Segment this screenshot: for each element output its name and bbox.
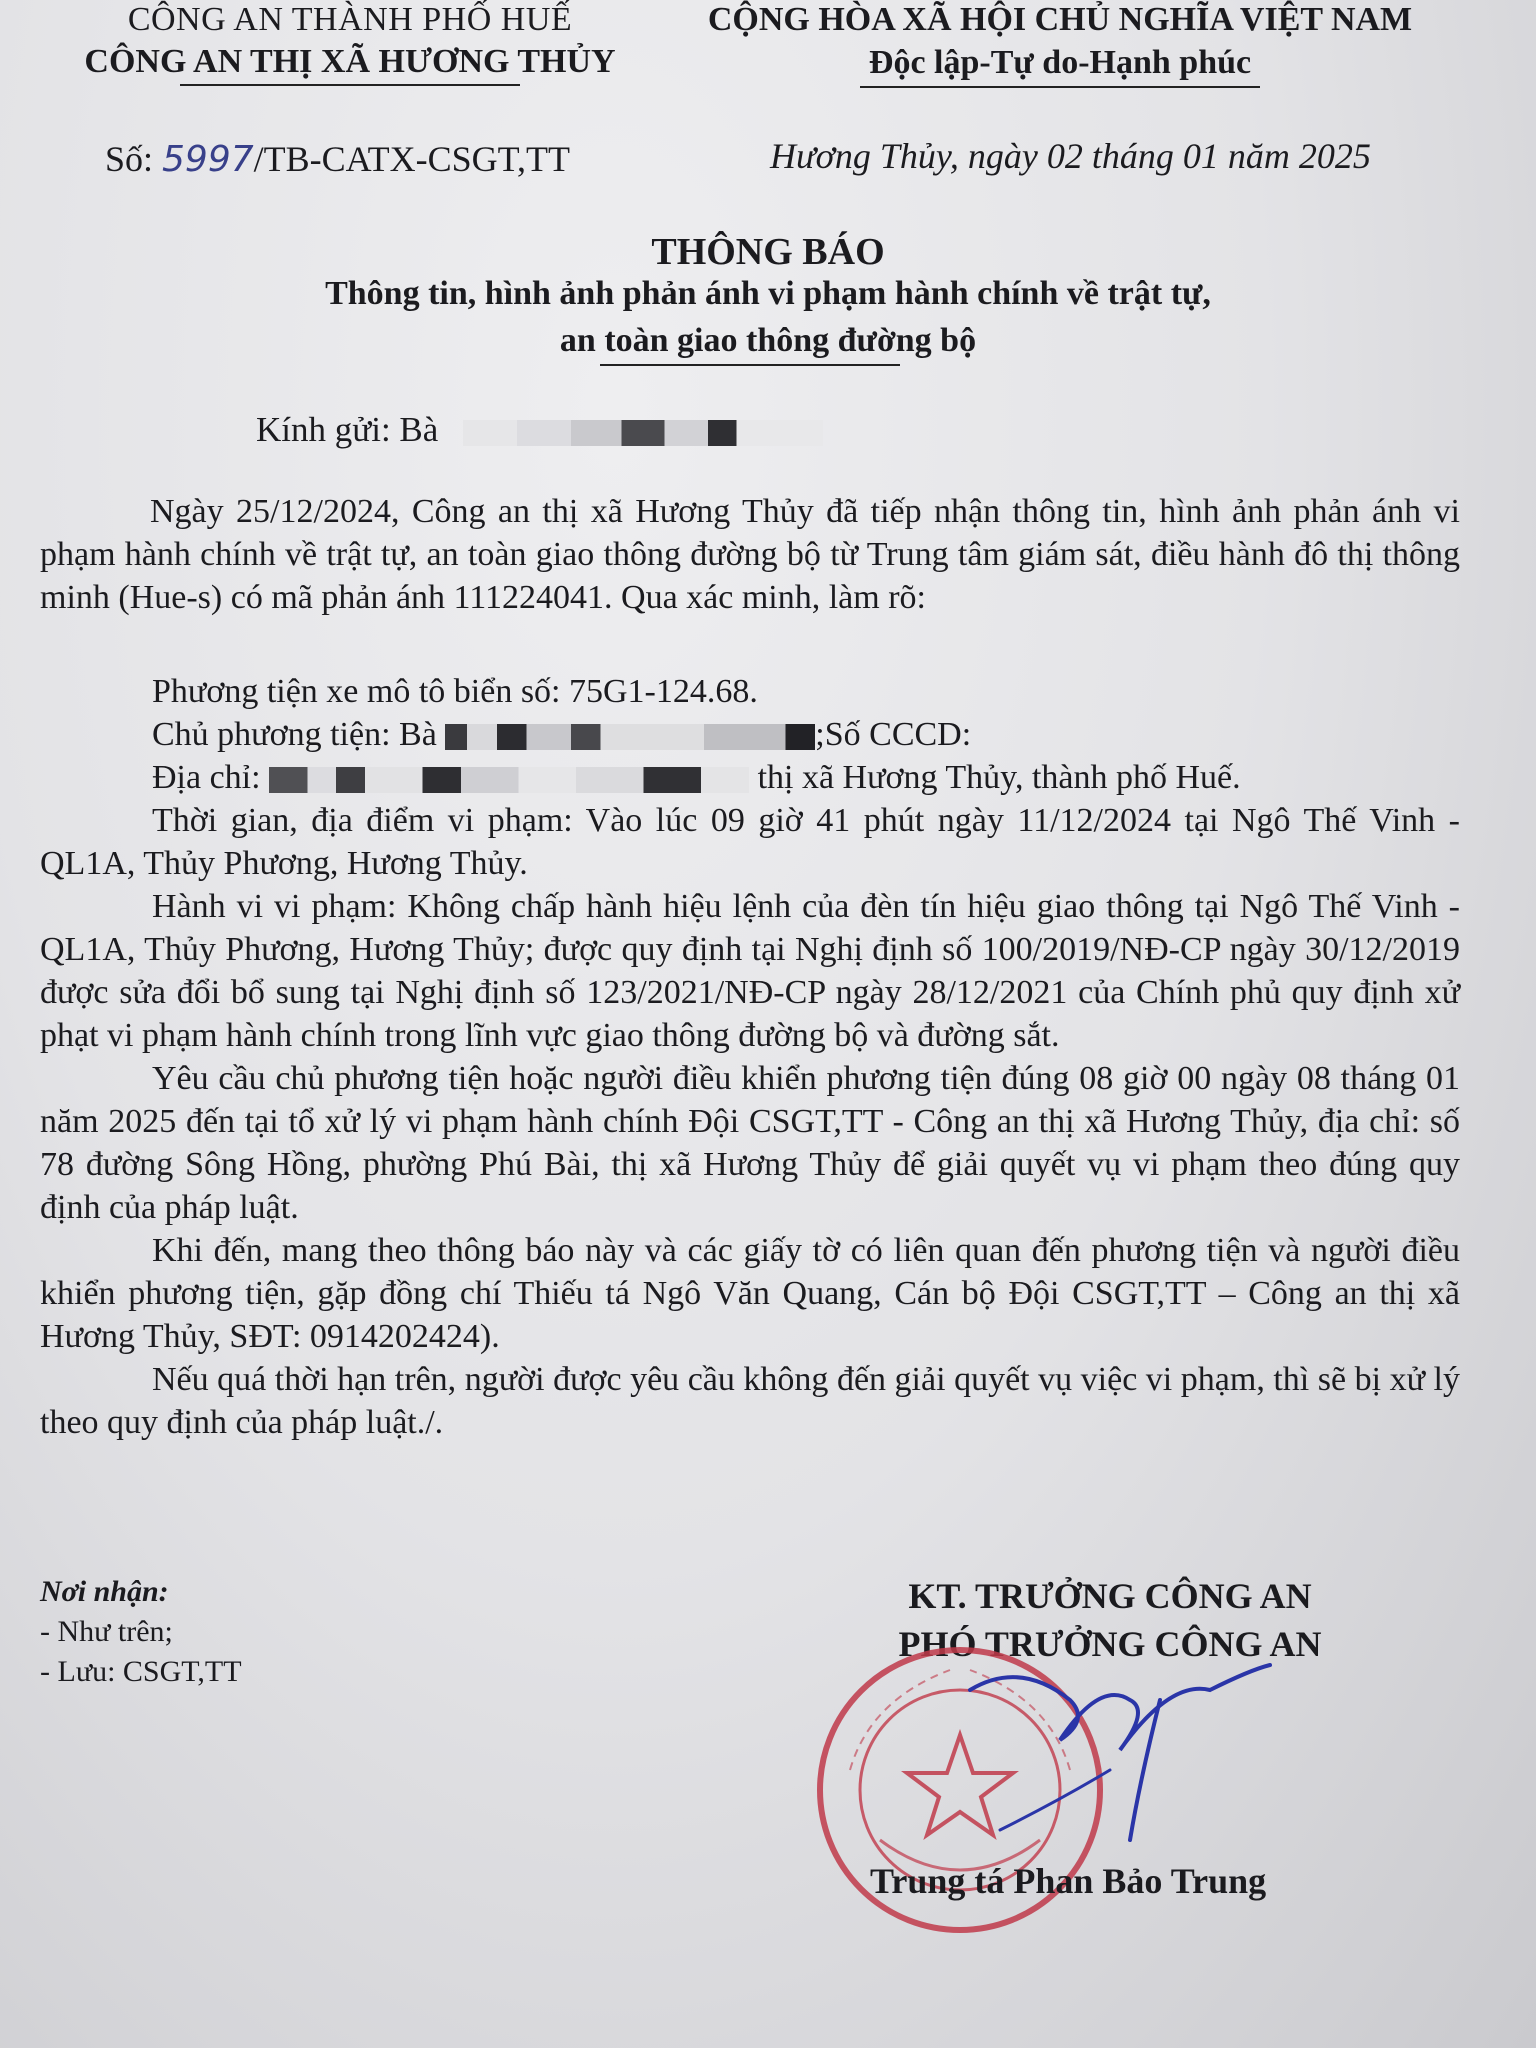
redacted-address bbox=[269, 767, 749, 793]
redacted-owner bbox=[445, 724, 815, 750]
owner-label: Chủ phương tiện: Bà bbox=[152, 716, 437, 753]
address-label: Địa chỉ: bbox=[152, 759, 261, 796]
redacted-name bbox=[463, 420, 823, 446]
issuing-authority-header bbox=[40, 0, 660, 86]
paragraph-intro: Ngày 25/12/2024, Công an thị xã Hương Thủy đã tiếp nhận thông tin, hình ảnh phản ánh vi phạm hành chính về trật tự, an toàn giao thông đường bộ từ Trung tâm giám sát, điều hành đô thị thông minh (Hue-s) có mã phản ánh 111224041. Qua xác minh, làm rõ: bbox=[40, 493, 1460, 616]
signer-name: Trung tá Phan Bảo Trung bbox=[870, 1861, 1267, 1901]
address-tail: thị xã Hương Thủy, thành phố Huế. bbox=[757, 759, 1241, 796]
document-title: THÔNG BÁO bbox=[651, 231, 885, 273]
recipients-heading: Nơi nhận: bbox=[40, 1575, 169, 1608]
vehicle-details bbox=[40, 670, 1460, 1444]
recipients-block bbox=[40, 1572, 242, 1692]
violation-paragraph: Hành vi vi phạm: Không chấp hành hiệu lệnh của đèn tín hiệu giao thông tại Ngô Thế Vinh - QL1A, Thủy Phương, Hương Thủy; được quy định tại Nghị định số 100/2019/NĐ-CP ngày 30/12/2019 được sửa đổi bổ sung tại Nghị định số 123/2021/NĐ-CP ngày 28/12/2021 của Chính phủ quy định xử phạt vi phạm hành chính trong lĩnh vực giao thông đường bộ và đường sắt. bbox=[40, 888, 1460, 1054]
title-underline bbox=[600, 364, 900, 366]
address-line bbox=[40, 756, 1460, 799]
motto-underline bbox=[860, 86, 1260, 88]
body-intro bbox=[40, 490, 1460, 619]
request-paragraph: Yêu cầu chủ phương tiện hoặc người điều khiển phương tiện đúng 08 giờ 00 ngày 08 tháng 01 năm 2025 đến tại tổ xử lý vi phạm hành chính Đội CSGT,TT - Công an thị xã Hương Thủy, địa chỉ: số 78 đường Sông Hồng, phường Phú Bài, thị xã Hương Thủy để giải quyết vụ vi phạm theo đúng quy định của pháp luật. bbox=[40, 1060, 1460, 1226]
recipients-item-1: - Như trên; bbox=[40, 1615, 173, 1648]
recipient-line bbox=[256, 410, 823, 450]
doc-number-prefix: Số: bbox=[105, 139, 163, 179]
parent-organization: CÔNG AN THÀNH PHỐ HUẾ bbox=[127, 1, 573, 38]
time-place-paragraph: Thời gian, địa điểm vi phạm: Vào lúc 09 giờ 41 phút ngày 11/12/2024 tại Ngô Thế Vinh - QL1A, Thủy Phương, Hương Thủy. bbox=[40, 802, 1460, 882]
document-subtitle-2: an toàn giao thông đường bộ bbox=[559, 322, 977, 359]
organization-name: CÔNG AN THỊ XÃ HƯƠNG THỦY bbox=[84, 43, 616, 80]
issue-date: Hương Thủy, ngày 02 tháng 01 năm 2025 bbox=[770, 136, 1371, 176]
vehicle-plate-line: Phương tiện xe mô tô biển số: 75G1-124.68. bbox=[152, 673, 758, 710]
bring-documents-paragraph: Khi đến, mang theo thông báo này và các giấy tờ có liên quan đến phương tiện và người điều khiển phương tiện, gặp đồng chí Thiếu tá Ngô Văn Quang, Cán bộ Đội CSGT,TT – Công an thị xã Hương Thủy, SĐT: 0914202424). bbox=[40, 1232, 1460, 1355]
country-name: CỘNG HÒA XÃ HỘI CHỦ NGHĨA VIỆT NAM bbox=[707, 1, 1413, 38]
cccd-label: ;Số CCCD: bbox=[815, 716, 972, 753]
owner-line bbox=[40, 713, 1460, 756]
doc-number-suffix: /TB-CATX-CSGT,TT bbox=[253, 139, 570, 179]
recipient-label: Kính gửi: Bà bbox=[256, 410, 439, 449]
recipients-item-2: - Lưu: CSGT,TT bbox=[40, 1655, 242, 1688]
handwritten-signature bbox=[960, 1660, 1280, 1860]
national-motto: Độc lập-Tự do-Hạnh phúc bbox=[868, 44, 1252, 81]
doc-number-handwritten: 5997 bbox=[162, 139, 254, 180]
national-header bbox=[690, 0, 1430, 88]
header-underline bbox=[180, 84, 520, 86]
overdue-paragraph: Nếu quá thời hạn trên, người được yêu cầu không đến giải quyết vụ việc vi phạm, thì sẽ bị xử lý theo quy định của pháp luật./. bbox=[40, 1361, 1460, 1441]
signature-title-1: KT. TRƯỞNG CÔNG AN bbox=[908, 1576, 1312, 1616]
signature-title-2: PHÓ TRƯỞNG CÔNG AN bbox=[898, 1624, 1322, 1664]
document-subtitle-1: Thông tin, hình ảnh phản ánh vi phạm hành chính về trật tự, bbox=[325, 275, 1211, 312]
document-number bbox=[105, 138, 570, 180]
